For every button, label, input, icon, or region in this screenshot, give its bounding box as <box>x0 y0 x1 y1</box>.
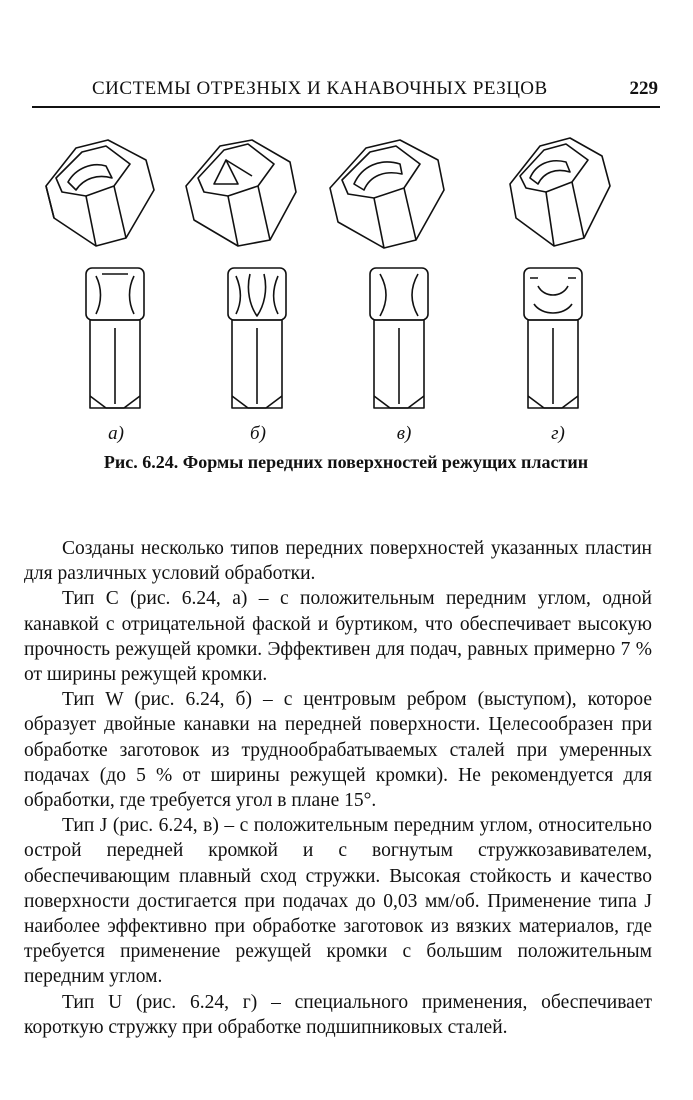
sub-label-a: а) <box>108 423 124 444</box>
insert-c-perspective <box>330 140 444 248</box>
sub-label-c: в) <box>396 423 412 444</box>
insert-b-topview <box>228 268 286 408</box>
page-header <box>32 74 660 108</box>
sub-label-d: г) <box>551 423 565 444</box>
insert-a-perspective <box>46 140 154 246</box>
insert-d-topview <box>524 268 582 408</box>
paragraph: Созданы несколько типов передних поверхностей указанных пластин для различных условий обработки. <box>24 538 652 585</box>
paragraph: Тип U (рис. 6.24, г) – специального применения, обеспечивает короткую стружку при обработке подшипниковых сталей. <box>24 991 652 1038</box>
figure-6-24 <box>32 120 660 450</box>
insert-c-topview <box>370 268 428 408</box>
page-number: 229 <box>629 78 658 99</box>
body-text <box>24 536 652 1040</box>
insert-d-perspective <box>510 138 610 246</box>
insert-b-perspective <box>186 140 296 246</box>
insert-a-topview <box>86 268 144 408</box>
figure-caption: Рис. 6.24. Формы передних поверхностей режущих пластин <box>103 452 589 472</box>
paragraph: Тип J (рис. 6.24, в) – с положительным передним углом, относительно острой передней кромкой и с вогнутым стружкозавивателем, обеспечивающим плавный сход стружки. Высокая стойкость и качество поверхности достигается при подачах до 0,03 мм/об. Применение типа J наиболее эффективно при обработке заготовок из вязких материалов, где требуется применение режущей кромки с большим положительным передним углом. <box>24 815 652 988</box>
paragraph: Тип С (рис. 6.24, а) – с положительным передним углом, одной канавкой с отрицательной фаской и буртиком, что обеспечивает высокую прочность режущей кромки. Эффективен для подач, равных примерно 7 % от ширины режущей кромки. <box>24 588 652 686</box>
paragraph: Тип W (рис. 6.24, б) – с центровым ребром (выступом), которое образует двойные канавки на передней поверхности. Целесообразен при обработке заготовок из труднообрабатываемых сталей при умеренных подачах (до 5 % от ширины режущей кромки). Не рекомендуется для обработки, где требуется угол в плане 15°. <box>24 689 652 812</box>
sub-label-b: б) <box>250 423 266 444</box>
running-title: СИСТЕМЫ ОТРЕЗНЫХ И КАНАВОЧНЫХ РЕЗЦОВ <box>92 78 548 99</box>
insert-drawings <box>32 120 660 420</box>
